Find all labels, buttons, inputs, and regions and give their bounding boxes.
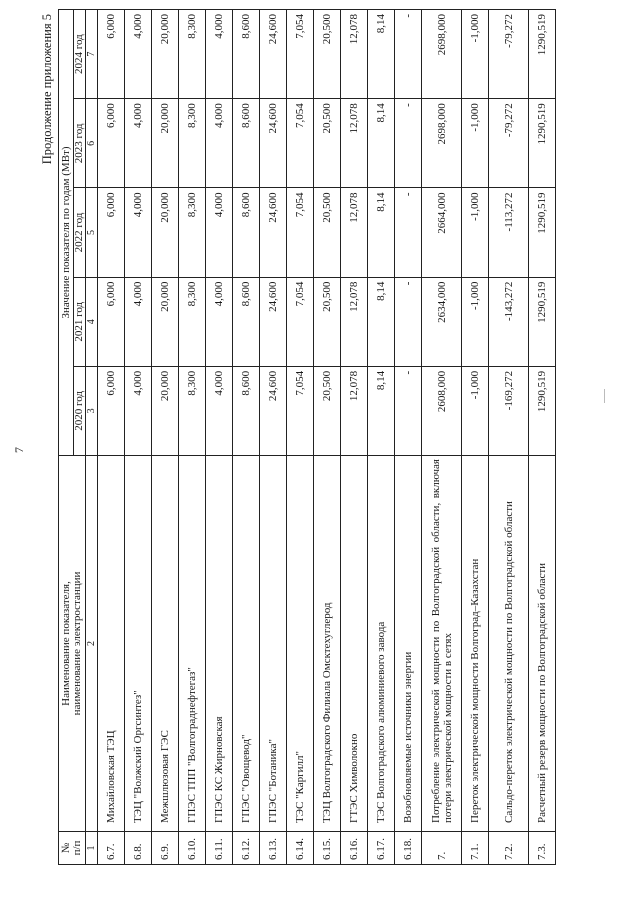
row-value: 7,054 [287,188,314,277]
row-value: -1,000 [462,366,489,455]
power-balance-table [58,9,556,865]
header-name: Наименование показателя, наименование электростанции [59,456,86,832]
row-value: 8,300 [179,366,206,455]
row-value: 1290,519 [529,188,556,277]
row-value: -79,272 [489,99,529,188]
row-value: -1,000 [462,277,489,366]
row-value: 4,000 [125,188,152,277]
row-value: 4,000 [125,99,152,188]
row-value: 8,14 [368,188,395,277]
row-value: - [395,277,422,366]
row-value: 24,600 [260,10,287,99]
row-name: ГТЭС Химволокно [341,456,368,832]
row-value: - [395,99,422,188]
row-value: 1290,519 [529,277,556,366]
row-index: 6.14. [287,832,314,865]
row-value: 8,300 [179,10,206,99]
row-name: Расчетный резерв мощности по Волгоградской области [529,456,556,832]
page-number: 7 [12,447,26,453]
row-value: 20,500 [314,99,341,188]
row-value: 24,600 [260,188,287,277]
row-index: 7.3. [529,832,556,865]
row-value: -143,272 [489,277,529,366]
row-value: - [395,10,422,99]
header-year: 2021 год [74,277,86,366]
row-name: ТЭС Волгоградского алюминиевого завода [368,456,395,832]
col-number: 3 [86,366,98,455]
row-value: -1,000 [462,99,489,188]
row-value: 2634,000 [422,277,462,366]
row-value: - [395,366,422,455]
row-value: 12,078 [341,366,368,455]
header-year: 2024 год [74,10,86,99]
row-index: 6.10. [179,832,206,865]
row-value: 8,600 [233,188,260,277]
table-row [206,10,233,865]
row-value: 6,000 [98,366,125,455]
row-index: 6.11. [206,832,233,865]
row-index: 6.7. [98,832,125,865]
row-value: 1290,519 [529,366,556,455]
row-value: 20,000 [152,366,179,455]
row-value: 7,054 [287,10,314,99]
header-year: 2020 год [74,366,86,455]
row-value: - [395,188,422,277]
row-value: 20,500 [314,10,341,99]
row-value: 4,000 [206,99,233,188]
col-number: 5 [86,188,98,277]
row-value: 8,14 [368,277,395,366]
row-index: 6.8. [125,832,152,865]
header-group: Значение показателя по годам (МВт) [59,10,74,456]
col-number: 4 [86,277,98,366]
row-value: 24,600 [260,99,287,188]
row-value: 6,000 [98,188,125,277]
row-index: 6.12. [233,832,260,865]
row-value: 8,600 [233,366,260,455]
row-value: 8,600 [233,99,260,188]
row-value: 1290,519 [529,10,556,99]
table-row [462,10,489,865]
row-name: ГПЭС "Ботаника" [260,456,287,832]
row-value: 4,000 [125,366,152,455]
row-value: 8,14 [368,10,395,99]
row-value: 6,000 [98,99,125,188]
table-row [233,10,260,865]
row-value: 8,600 [233,277,260,366]
row-index: 6.16. [341,832,368,865]
row-value: -113,272 [489,188,529,277]
table-row [422,10,462,865]
row-name: ГПЭС КС Жирновская [206,456,233,832]
table-row [152,10,179,865]
header-idx: № п/п [59,832,86,865]
row-value: 12,078 [341,99,368,188]
row-index: 7. [422,832,462,865]
row-value: 4,000 [206,188,233,277]
row-index: 6.15. [314,832,341,865]
row-name: ТЭЦ "Волжский Оргсинтез" [125,456,152,832]
col-number: 2 [86,456,98,832]
row-value: 7,054 [287,99,314,188]
row-value: 12,078 [341,10,368,99]
row-index: 6.17. [368,832,395,865]
row-name: Возобновляемые источники энергии [395,456,422,832]
row-value: 2698,000 [422,99,462,188]
row-value: 8,14 [368,99,395,188]
appendix-label: Продолжение приложения 5 [40,14,54,165]
row-value: -79,272 [489,10,529,99]
row-value: 20,000 [152,188,179,277]
col-number: 7 [86,10,98,99]
row-name: Потребление электрической мощности по Волгоградской области, включая потери электрической мощности в сетях [422,456,462,832]
row-name: ГПЭС ТПП "Волгограднефтегаз" [179,456,206,832]
table-row [314,10,341,865]
row-value: 8,14 [368,366,395,455]
col-number: 1 [86,832,98,865]
row-value: 4,000 [206,10,233,99]
row-value: 20,000 [152,277,179,366]
row-value: 8,300 [179,277,206,366]
row-value: 4,000 [206,366,233,455]
row-value: 24,600 [260,277,287,366]
header-year: 2023 год [74,99,86,188]
scan-mark [604,389,605,403]
row-index: 7.1. [462,832,489,865]
table-row [489,10,529,865]
table-row [341,10,368,865]
row-index: 7.2. [489,832,529,865]
row-value: 7,054 [287,366,314,455]
row-value: -1,000 [462,10,489,99]
table-row [125,10,152,865]
table-row [260,10,287,865]
table-row [287,10,314,865]
row-value: 20,500 [314,188,341,277]
row-value: 4,000 [206,277,233,366]
row-value: 8,300 [179,188,206,277]
table-row [529,10,556,865]
row-value: 20,000 [152,10,179,99]
row-name: Межшлюзовая ГЭС [152,456,179,832]
row-value: -169,272 [489,366,529,455]
col-number: 6 [86,99,98,188]
row-value: 20,500 [314,277,341,366]
row-value: 2698,000 [422,10,462,99]
row-name: Михайловская ТЭЦ [98,456,125,832]
table-row [368,10,395,865]
row-value: 8,600 [233,10,260,99]
table-row [395,10,422,865]
row-value: 24,600 [260,366,287,455]
row-name: ГПЭС "Овощевод" [233,456,260,832]
row-name: Переток электрической мощности Волгоград–Казахстан [462,456,489,832]
table-row [179,10,206,865]
row-value: 8,300 [179,99,206,188]
row-value: 1290,519 [529,99,556,188]
row-value: 12,078 [341,188,368,277]
row-index: 6.18. [395,832,422,865]
row-name: ТЭС "Каргилл" [287,456,314,832]
row-name: Сальдо-переток электрической мощности по Волгоградской области [489,456,529,832]
row-value: 7,054 [287,277,314,366]
row-value: 6,000 [98,277,125,366]
row-index: 6.13. [260,832,287,865]
row-index: 6.9. [152,832,179,865]
header-year: 2022 год [74,188,86,277]
row-value: 2664,000 [422,188,462,277]
row-value: 20,500 [314,366,341,455]
row-value: -1,000 [462,188,489,277]
row-name: ТЭЦ Волгоградского Филиала Омсктехуглерод [314,456,341,832]
row-value: 20,000 [152,99,179,188]
row-value: 4,000 [125,277,152,366]
row-value: 6,000 [98,10,125,99]
row-value: 4,000 [125,10,152,99]
row-value: 12,078 [341,277,368,366]
row-value: 2608,000 [422,366,462,455]
table-row [98,10,125,865]
